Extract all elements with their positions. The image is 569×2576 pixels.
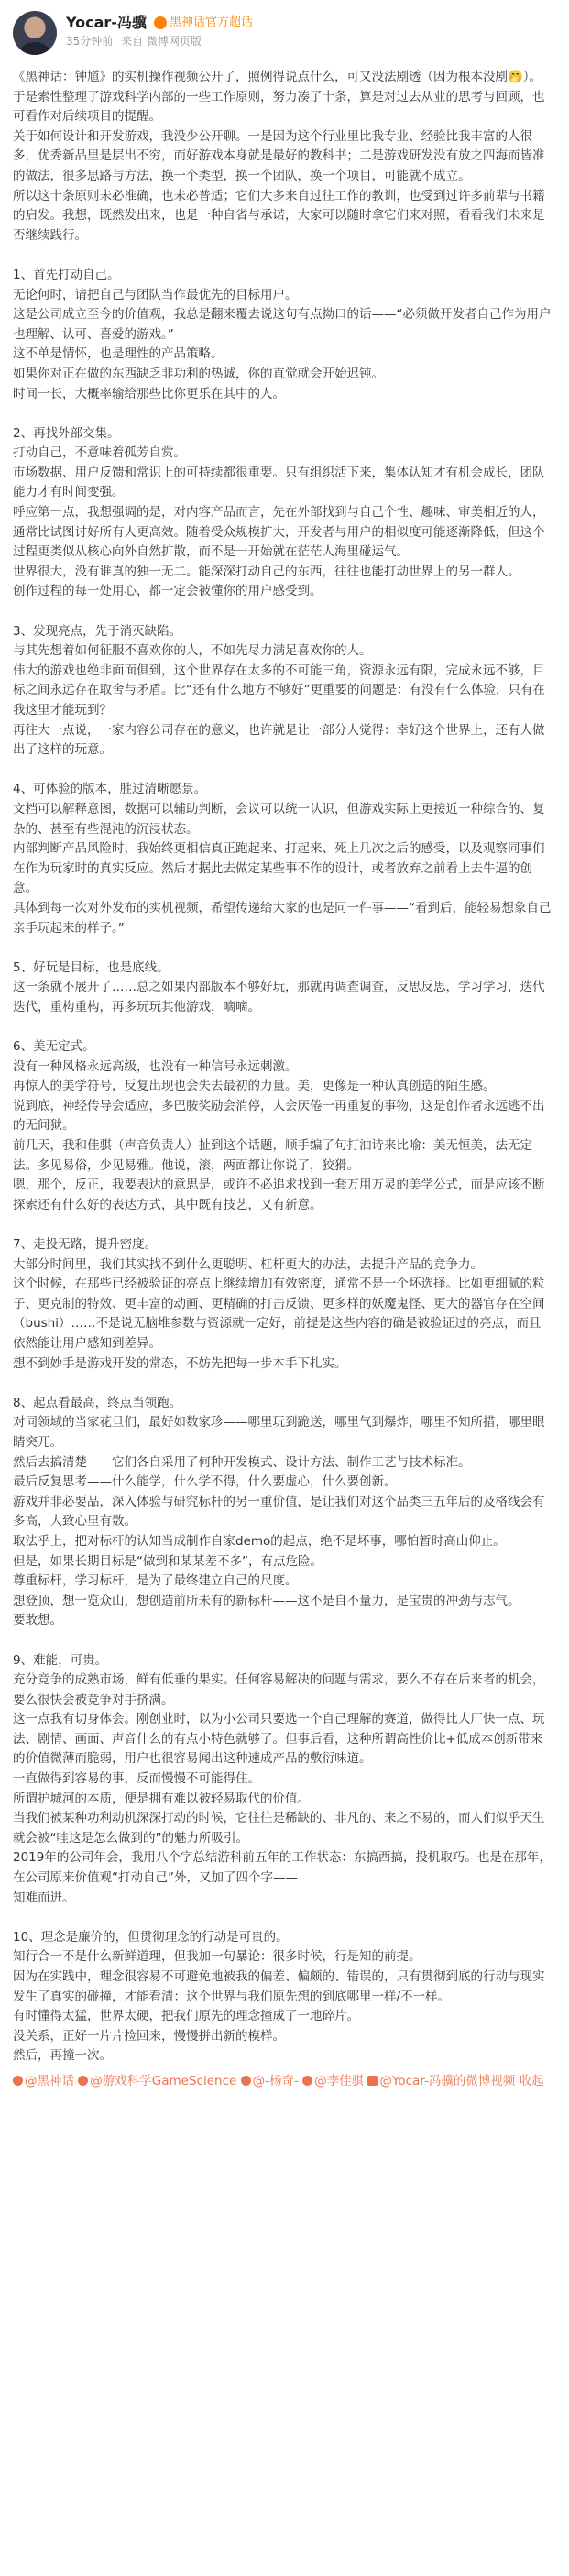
post-paragraph: 2019年的公司年会，我用八个字总结游科前五年的工作状态：东搞西搞，投机取巧。也是在那年，在公司原来价值观“打动自己”外，又加了四个字—— xyxy=(13,1850,552,1886)
post-paragraph: 创作过程的每一处用心，都一定会被懂你的用户感受到。 xyxy=(13,584,323,599)
author-meta xyxy=(66,11,253,49)
paragraph-gap xyxy=(13,1908,553,1928)
post-paragraph: 与其先想着如何征服不喜欢你的人，不如先尽力满足喜欢你的人。 xyxy=(13,643,372,659)
author-name[interactable]: Yocar-冯骥 xyxy=(66,14,147,32)
post-paragraph: 文档可以解释意图，数据可以辅助判断，会议可以统一认识，但游戏实际上更接近一种综合的、复杂的、甚至有些混沌的沉浸状态。 xyxy=(13,801,545,837)
mention-icon xyxy=(13,2076,23,2086)
post-source: 来自 微博网页版 xyxy=(121,35,202,48)
post-paragraph: 取法乎上，把对标杆的认知当成制作自家demo的起点，绝不是坏事，哪怕暂时高山仰止。 xyxy=(13,1533,506,1549)
post-paragraph: 大部分时间里，我们其实找不到什么更聪明、杠杆更大的办法，去提升产品的竞争力。 xyxy=(13,1256,483,1272)
post-paragraph: 没有一种风格永远高级，也没有一种信号永远刺激。 xyxy=(13,1058,298,1074)
mention-link[interactable]: @-杨奇- xyxy=(252,2073,299,2088)
post-time[interactable]: 35分钟前 xyxy=(66,35,114,48)
mention-link[interactable]: @李佳骐 xyxy=(314,2073,365,2088)
post-paragraph: 但是，如果长期目标是“做到和某某差不多”，有点危险。 xyxy=(13,1553,323,1569)
post-meta xyxy=(66,33,253,49)
paragraph-gap xyxy=(13,1374,553,1394)
paragraph-gap xyxy=(13,1631,553,1651)
post-paragraph: 4、可体验的版本，胜过清晰愿景。 xyxy=(13,782,207,797)
post-paragraph: 没关系，正好一片片捡回来，慢慢拼出新的模样。 xyxy=(13,2028,285,2044)
post-paragraph: 所谓护城河的本质，便是拥有难以被轻易取代的价值。 xyxy=(13,1791,310,1806)
post-paragraph: 要敢想。 xyxy=(13,1613,62,1628)
post-paragraph: 再往大一点说，一家内容公司存在的意义，也许就是让一部分人觉得：幸好这个世界上，还有人做出了这样的玩意。 xyxy=(13,722,545,758)
post-paragraph: 呼应第一点，我想强调的是，对内容产品而言，先在外部找到与自己个性、趣味、审美相近的人，通常比试图讨好所有人更高效。随着受众规模扩大，开发者与用户的相似度可能逐渐降低，但这个过程更类似从核心向外自然扩散，而不是一开始就在茫茫人海里碰运气。 xyxy=(13,505,545,560)
post-paragraph: 1、首先打动自己。 xyxy=(13,267,120,282)
post-paragraph: 世界很大，没有谁真的独一无二。能深深打动自己的东西，往往也能打动世界上的另一群人。 xyxy=(13,564,520,579)
post-paragraph: 然后去搞清楚——它们各自采用了何种开发模式、设计方法、制作工艺与技术标准。 xyxy=(13,1454,471,1470)
post-paragraph: 这是公司成立至今的价值观，我总是翻来覆去说这句有点拗口的话——“必须做开发者自己作为用户也理解、认可、喜爱的游戏。” xyxy=(13,307,552,342)
video-icon xyxy=(367,2076,378,2086)
super-topic-icon xyxy=(154,16,167,29)
post-paragraph: 说到底，神经传导会适应，多巴胺奖励会消停，人会厌倦一再重复的事物，这是创作者永远逃不出的无间狱。 xyxy=(13,1098,545,1134)
post-paragraph: 然后，再撞一次。 xyxy=(13,2048,112,2064)
post-paragraph: 打动自己，不意味着孤芳自赏。 xyxy=(13,445,186,461)
post-paragraph: 如果你对正在做的东西缺乏非功利的热诚，你的直觉就会开始迟钝。 xyxy=(13,366,384,381)
post-paragraph: 《黑神话：钟馗》的实机操作视频公开了，照例得说点什么，可又没法剧透（因为根本没剧🤭）。于是索性整理了游戏科学内部的一些工作原则，努力凑了十条，算是对过去从业的思考与回顾，也可看作对后续项目的提醒。 xyxy=(13,70,545,125)
post-header xyxy=(13,11,553,68)
post-paragraph: 嗯，那个，反正，我要表达的意思是，或许不必追求找到一套万用万灵的美学公式，而是应该不断探索还有什么好的表达方式，其中既有技艺，又有新意。 xyxy=(13,1178,545,1212)
post-paragraph: 知行合一不是什么新鲜道理，但我加一句暴论：很多时候，行是知的前提。 xyxy=(13,1949,421,1965)
post-paragraph: 市场数据、用户反馈和常识上的可持续都很重要。只有组织活下来，集体认知才有机会成长，团队能力才有时间变强。 xyxy=(13,465,545,500)
post-paragraph: 9、难能，可贵。 xyxy=(13,1652,108,1668)
post-paragraph: 无论何时，请把自己与团队当作最优先的目标用户。 xyxy=(13,287,298,302)
post-paragraph: 7、走投无路，提升密度。 xyxy=(13,1237,158,1253)
post-body xyxy=(13,68,553,2066)
mention-icon xyxy=(302,2076,312,2086)
paragraph-gap xyxy=(13,1018,553,1038)
mention-link[interactable]: @Yocar-冯骥的微博视频 xyxy=(379,2073,516,2088)
post-paragraph: 10、理念是廉价的，但贯彻理念的行动是可贵的。 xyxy=(13,1929,289,1945)
post-paragraph: 3、发现亮点，先于消灭缺陷。 xyxy=(13,623,182,639)
post-paragraph: 有时懂得太猛，世界太硬，把我们原先的理念撞成了一地碎片。 xyxy=(13,2009,359,2024)
mention-link[interactable]: @游戏科学GameScience xyxy=(90,2073,237,2088)
post-paragraph: 对同领域的当家花旦们，最好如数家珍——哪里玩到跪送，哪里气到爆炸，哪里不知所措，哪里眼睛突兀。 xyxy=(13,1415,545,1450)
post-paragraph: 一直做得到容易的事，反而慢慢不可能得住。 xyxy=(13,1771,260,1787)
mention-icon xyxy=(241,2076,251,2086)
post-paragraph: 2、再找外部交集。 xyxy=(13,425,120,441)
paragraph-gap xyxy=(13,404,553,424)
super-topic-badge[interactable]: 黑神话官方超话 xyxy=(169,16,253,30)
post-paragraph: 当我们被某种功利动机深深打动的时候，它往往是稀缺的、非凡的、来之不易的，而人们似乎天生就会被“哇这是怎么做到的”的魅力所吸引。 xyxy=(13,1811,545,1846)
post-paragraph: 想不到妙手是游戏开发的常态，不妨先把每一步本手下扎实。 xyxy=(13,1355,347,1371)
post-paragraph: 因为在实践中，理念很容易不可避免地被我的偏差、偏颇的、错误的，只有贯彻到底的行动与现实发生了真实的碰撞，才能看清：这个世界与我们原先想的到底哪里一样/不一样。 xyxy=(13,1969,545,2004)
post-paragraph: 再惊人的美学符号，反复出现也会失去最初的力量。美，更像是一种认真创造的陌生感。 xyxy=(13,1079,496,1094)
post-paragraph: 这不单是情怀，也是理性的产品策略。 xyxy=(13,346,224,362)
post-paragraph: 前几天，我和佳骐（声音负责人）扯到这个话题，顺手编了句打油诗来比喻：美无恒美，法无定法。多见易俗，少见易雅。他说，滚，两面都让你说了，狡猾。 xyxy=(13,1138,532,1173)
mention-link[interactable]: @黑神话 xyxy=(25,2073,74,2088)
mention-icon xyxy=(78,2076,88,2086)
avatar[interactable] xyxy=(13,11,57,55)
post-paragraph: 5、好玩是目标，也是底线。 xyxy=(13,959,170,975)
post-paragraph: 这一条就不展开了……总之如果内部版本不够好玩，那就再调查调查，反思反思，学习学习，迭代迭代，重构重构，再多玩玩其他游戏，嘀嘀。 xyxy=(13,980,545,1014)
post-paragraph: 尊重标杆，学习标杆，是为了最终建立自己的尺度。 xyxy=(13,1573,298,1589)
post-paragraph: 这个时候，在那些已经被验证的亮点上继续增加有效密度，通常不是一个坏选择。比如更细腻的粒子、更克制的特效、更丰富的动画、更精确的打击反馈、更多样的妖魔鬼怪、更大的器官存在空间（bushi）……不是说无脑堆参数与资源就一定好，前提是这些内容的确是被验证过的亮点，而且依然能让用户感知到差异。 xyxy=(13,1277,545,1351)
post-paragraph: 游戏并非必要品，深入体验与研究标杆的另一重价值，是让我们对这个品类三五年后的及格线会有多高，大致心里有数。 xyxy=(13,1494,545,1529)
post-footer xyxy=(13,2072,553,2092)
collapse-link[interactable]: 收起 xyxy=(519,2073,544,2088)
name-row xyxy=(66,13,253,33)
post-paragraph: 关于如何设计和开发游戏，我没少公开聊。一是因为这个行业里比我专业、经验比我丰富的人很多，优秀新品里是层出不穷，而好游戏本身就是最好的教科书；二是游戏研发没有放之四海而皆准的做法，很多思路与方法，换一个类型，换一个团队，换一个项目，可能就不成立。 xyxy=(13,128,545,183)
post-paragraph: 知难而进。 xyxy=(13,1890,75,1905)
post-paragraph: 最后反复思考——什么能学，什么学不得，什么要虚心，什么要创新。 xyxy=(13,1474,397,1490)
paragraph-gap xyxy=(13,1215,553,1235)
post-paragraph: 内部判断产品风险时，我始终更相信真正跑起来、打起来、死上几次之后的感受，以及观察同事们在作为玩家时的真实反应。然后才据此去做定某些事不作的设计，或者放弃之前看上去牛逼的创意。 xyxy=(13,841,545,896)
post-paragraph: 时间一长，大概率输给那些比你更乐在其中的人。 xyxy=(13,386,285,401)
post-paragraph: 想登顶，想一览众山，想创造前所未有的新标杆——这不是自不量力，是宝贵的冲劲与志气。 xyxy=(13,1593,520,1608)
post-paragraph: 6、美无定式。 xyxy=(13,1039,95,1055)
post-paragraph: 这一点我有切身体会。刚创业时，以为小公司只要选一个自己理解的赛道，做得比大厂快一点、玩法、剧情、画面、声音什么的有点小特色就够了。但事后看，这种所谓高性价比+低成本创新带来的价值微薄而脆弱，用户也很容易闻出这种速成产品的敷衍味道。 xyxy=(13,1712,545,1767)
post-paragraph: 具体到每一次对外发布的实机视频，希望传递给大家的也是同一件事——“看到后，能轻易想象自己亲手玩起来的样子。” xyxy=(13,900,552,936)
post-paragraph: 所以这十条原则未必准确，也未必普适；它们大多来自过往工作的教训，也受到过许多前辈与书籍的启发。我想，既然发出来，也是一种自省与承诺，大家可以随时拿它们来对照，看看我们未来是否继续践行。 xyxy=(13,188,545,243)
paragraph-gap xyxy=(13,246,553,266)
paragraph-gap xyxy=(13,938,553,959)
post-paragraph: 伟大的游戏也绝非面面俱到，这个世界存在太多的不可能三角，资源永远有限，完成永远不够，目标之间永远存在取舍与矛盾。比“还有什么地方不够好”更重要的问题是：有没有什么体验，只有在我这里才能玩到？ xyxy=(13,663,545,718)
paragraph-gap xyxy=(13,761,553,781)
post-paragraph: 8、起点看最高，终点当领跑。 xyxy=(13,1395,182,1410)
post-paragraph: 充分竞争的成熟市场，鲜有低垂的果实。任何容易解决的问题与需求，要么不存在后来者的机会，要么很快会被竞争对手挤满。 xyxy=(13,1672,545,1707)
paragraph-gap xyxy=(13,602,553,622)
